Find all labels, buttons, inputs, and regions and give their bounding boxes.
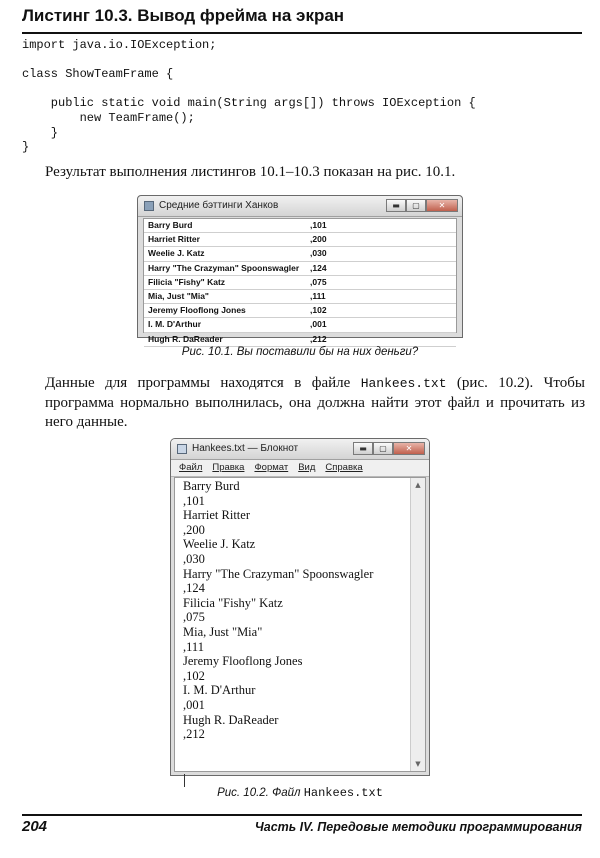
player-average: ,200	[310, 234, 327, 245]
window-title: Hankees.txt — Блокнот	[192, 443, 299, 454]
menu-item-view[interactable]: Вид	[298, 462, 316, 473]
batting-averages-window	[137, 195, 463, 344]
text-line: Jeremy Flooflong Jones	[183, 654, 303, 669]
minimize-button[interactable]: ▬	[386, 199, 406, 212]
table-row	[144, 290, 456, 304]
text-line: ,102	[183, 668, 205, 683]
text-line: Barry Burd	[183, 479, 240, 493]
text-line: I. M. D'Arthur	[183, 683, 256, 698]
text-line: ,001	[183, 697, 205, 712]
body-paragraph	[45, 374, 585, 433]
code-line: import java.io.IOException;	[22, 38, 217, 52]
player-name: Filicia "Fishy" Katz	[148, 276, 226, 287]
text-line: Mia, Just "Mia"	[183, 624, 263, 639]
file-name: Hankees.txt	[360, 376, 447, 391]
text-line: Harriet Ritter	[183, 508, 250, 523]
java-app-icon	[144, 201, 154, 211]
player-average: ,102	[310, 305, 327, 316]
listing-title: Листинг 10.3. Вывод фрейма на экран	[22, 2, 582, 34]
player-average: ,030	[310, 248, 327, 259]
footer-divider	[22, 814, 582, 816]
code-line: }	[22, 125, 59, 140]
player-name: Harriet Ritter	[148, 234, 200, 245]
player-average: ,212	[310, 333, 327, 344]
text-editor-area[interactable]	[174, 477, 426, 772]
table-row	[144, 276, 456, 290]
player-name: I. M. D'Arthur	[148, 319, 202, 330]
player-average: ,101	[310, 220, 327, 230]
text-line: ,075	[183, 610, 205, 625]
menu-item-file[interactable]: Файл	[179, 462, 203, 473]
text-line: Filicia "Fishy" Katz	[183, 595, 283, 610]
player-name: Barry Burd	[148, 220, 193, 230]
player-average: ,124	[310, 262, 327, 273]
table-row	[144, 333, 456, 347]
text-line: ,212	[183, 727, 205, 742]
text-line: ,111	[183, 639, 204, 654]
player-name: Hugh R. DaReader	[148, 333, 223, 344]
table-row	[144, 247, 456, 261]
text-line: ,030	[183, 551, 205, 566]
scroll-up-icon[interactable]: ▲	[415, 481, 421, 489]
text-line: Weelie J. Katz	[183, 537, 256, 552]
text-line: ,200	[183, 522, 205, 537]
player-average: ,075	[310, 276, 327, 287]
code-line	[22, 82, 582, 97]
player-name: Harry "The Crazyman" Spoonswagler	[148, 262, 300, 273]
menu-item-edit[interactable]: Правка	[212, 462, 245, 473]
text-line: Harry "The Crazyman" Spoonswagler	[183, 566, 374, 581]
maximize-button[interactable]: ▢	[406, 199, 426, 212]
text-line: Hugh R. DaReader	[183, 712, 279, 727]
player-average: ,111	[310, 290, 326, 301]
file-name: Hankees.txt	[303, 786, 383, 800]
player-name: Mia, Just "Mia"	[148, 290, 209, 301]
paragraph-text: (рис. 10.2). Чтобы программа нормально выполнилась, она должна найти этот файл и прочитать из него данные.	[45, 375, 585, 430]
menu-item-help[interactable]: Справка	[325, 462, 363, 473]
figure-caption: Рис. 10.1. Вы поставили бы на них деньги?	[181, 346, 419, 358]
code-line: new TeamFrame();	[22, 110, 195, 125]
player-name: Weelie J. Katz	[148, 248, 205, 259]
window-titlebar[interactable]	[171, 439, 429, 460]
table-row	[144, 304, 456, 318]
window-title: Средние бэттинги Ханков	[159, 200, 279, 211]
team-list	[143, 218, 457, 344]
maximize-button[interactable]: ▢	[373, 442, 393, 455]
close-button[interactable]: ✕	[426, 199, 458, 212]
code-listing	[22, 38, 582, 155]
close-button[interactable]: ✕	[393, 442, 425, 455]
table-row	[144, 318, 456, 332]
text-line: ,124	[183, 581, 205, 596]
text-line: ,101	[183, 493, 205, 508]
vertical-scrollbar[interactable]	[410, 478, 425, 771]
code-line: }	[22, 140, 30, 155]
notepad-window	[170, 438, 430, 776]
menu-bar	[171, 460, 429, 477]
paragraph-text: Данные для программы находятся в файле	[45, 375, 361, 391]
table-row	[144, 262, 456, 276]
caption-text: Рис. 10.2. Файл	[217, 787, 304, 799]
notepad-icon	[177, 444, 187, 454]
file-content	[183, 479, 403, 742]
code-line: class ShowTeamFrame {	[22, 67, 174, 82]
code-line	[22, 53, 582, 68]
player-name: Jeremy Flooflong Jones	[148, 305, 246, 316]
running-head: Часть IV. Передовые методики программирования	[254, 820, 582, 834]
window-titlebar[interactable]	[138, 196, 462, 217]
code-line: public static void main(String args[]) throws IOException {	[22, 96, 476, 111]
table-row	[144, 233, 456, 247]
table-row	[144, 219, 456, 233]
body-paragraph: Результат выполнения листингов 10.1–10.3 показан на рис. 10.1.	[45, 164, 456, 180]
figure-caption	[160, 786, 440, 800]
menu-item-format[interactable]: Формат	[254, 462, 289, 473]
player-average: ,001	[310, 319, 327, 330]
page-number: 204	[22, 818, 48, 835]
scroll-down-icon[interactable]: ▼	[415, 760, 421, 768]
minimize-button[interactable]: ▬	[353, 442, 373, 455]
